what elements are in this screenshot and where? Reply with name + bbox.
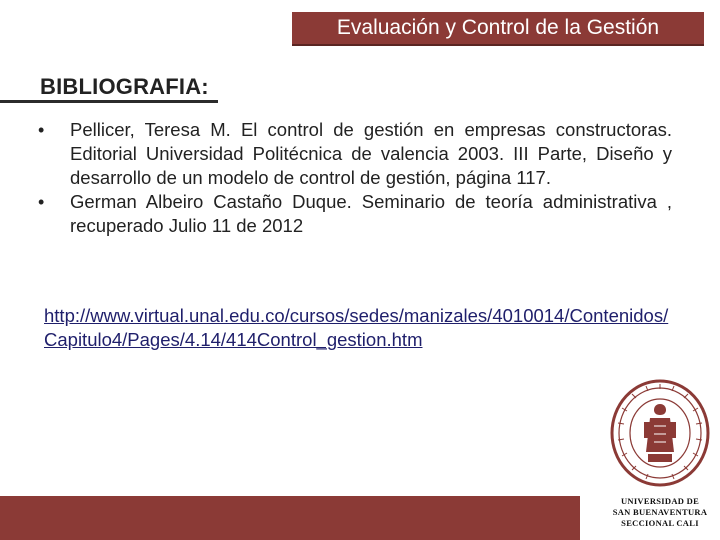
- footer-bar: [0, 496, 580, 540]
- bullet-icon: •: [38, 192, 45, 212]
- university-name-line1: UNIVERSIDAD DE: [620, 496, 700, 506]
- reference-link[interactable]: http://www.virtual.unal.edu.co/cursos/sedes/manizales/4010014/Contenidos/Capitulo4/Pages/4.14/414Control_gestion.htm: [44, 305, 669, 350]
- section-title: BIBLIOGRAFIA:: [40, 74, 209, 99]
- university-name: [600, 496, 720, 529]
- bibliography-list: [38, 118, 672, 238]
- university-seal-icon: [608, 378, 712, 488]
- university-name-line2: SAN BUENAVENTURA: [612, 507, 708, 517]
- bibliography-item: [38, 118, 672, 190]
- bibliography-item-text: Pellicer, Teresa M. El control de gestión en empresas constructoras. Editorial Universidad Politécnica de valencia 2003. III Parte, Diseño y desarrollo de un modelo de control de gestión, página 117.: [70, 119, 672, 188]
- university-name-line3: SECCIONAL CALI: [621, 518, 699, 528]
- bibliography-item: [38, 190, 672, 238]
- bullet-icon: •: [38, 120, 45, 140]
- title-underline: [0, 100, 218, 103]
- bibliography-item-text: German Albeiro Castaño Duque. Seminario de teoría administrativa , recuperado Julio 11 de 2012: [70, 191, 672, 236]
- slide-header-title: Evaluación y Control de la Gestión: [292, 12, 704, 46]
